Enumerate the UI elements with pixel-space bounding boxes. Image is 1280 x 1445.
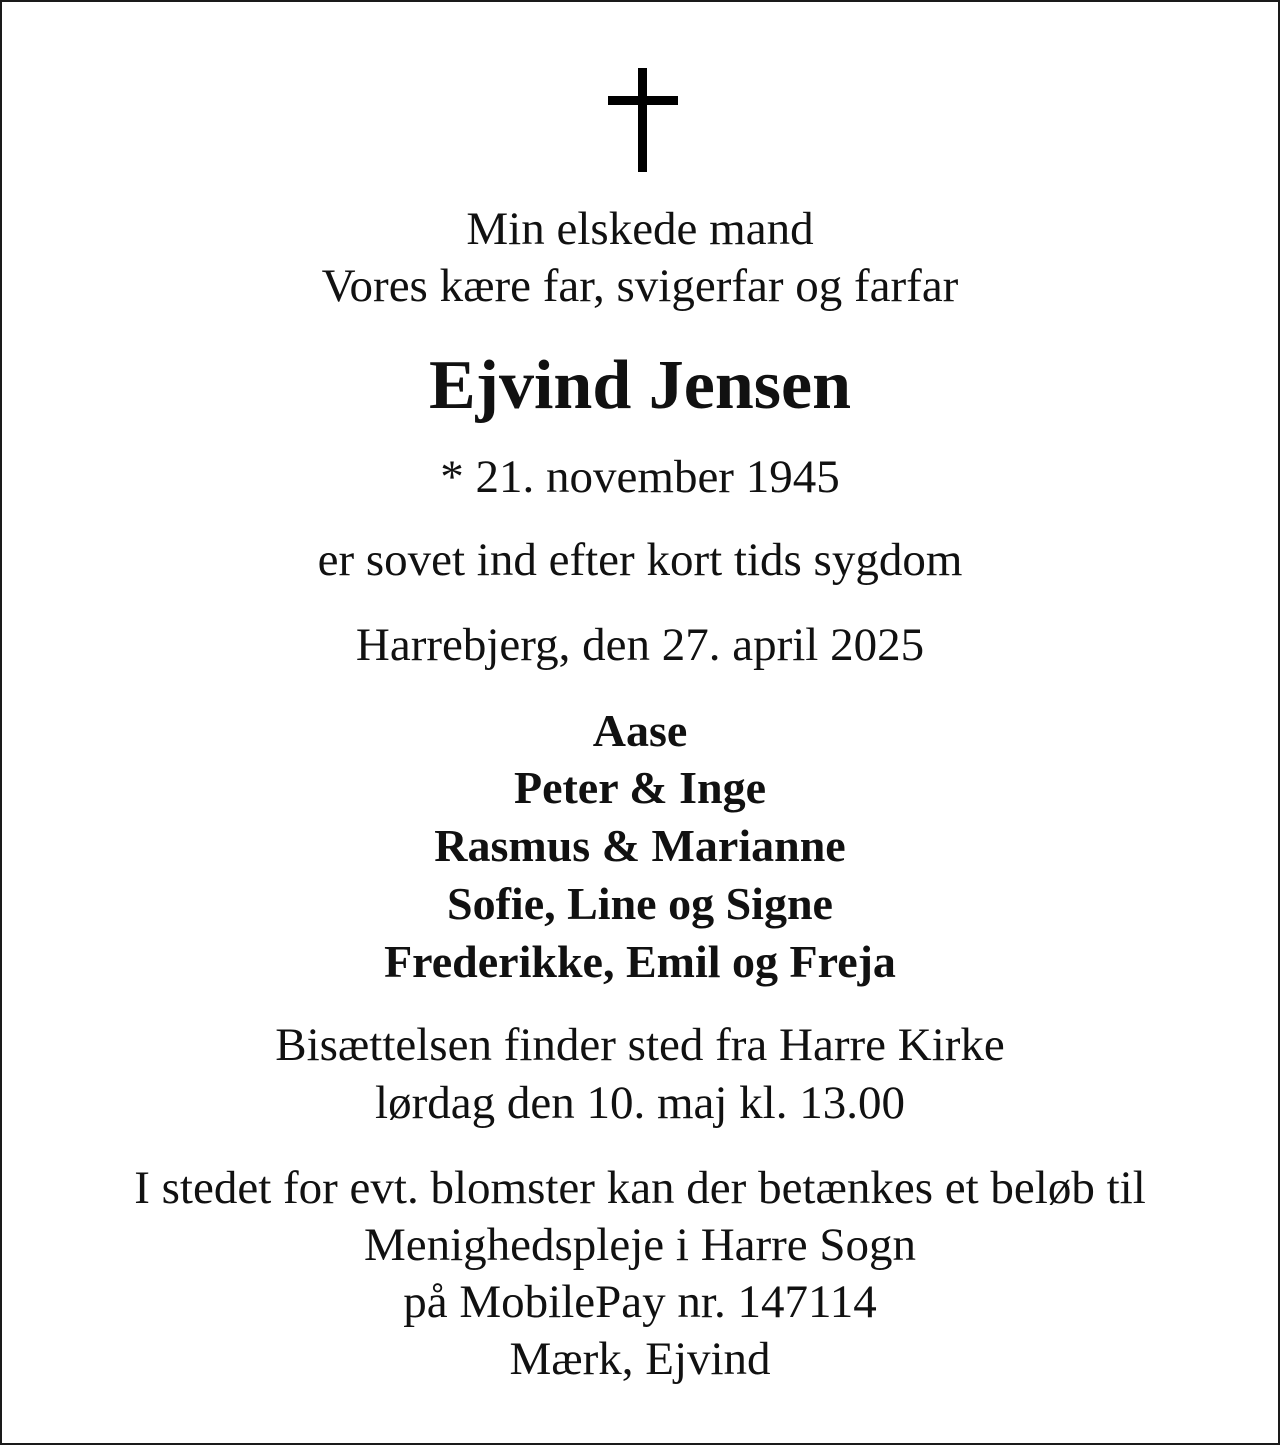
- family-member: Rasmus & Marianne: [434, 820, 846, 871]
- death-statement: er sovet ind efter kort tids sygdom: [317, 534, 963, 586]
- intro-line-1: Min elskede mand: [466, 203, 814, 255]
- family-member: Aase: [592, 705, 688, 756]
- donation-line-3: på MobilePay nr. 147114: [403, 1276, 877, 1328]
- donation-line-1: I stedet for evt. blomster kan der betænkes et beløb til: [134, 1162, 1146, 1214]
- donation-line-4: Mærk, Ejvind: [509, 1333, 771, 1385]
- birth-date: * 21. november 1945: [440, 451, 840, 503]
- deceased-name: Ejvind Jensen: [428, 347, 852, 424]
- family-member: Sofie, Line og Signe: [447, 878, 833, 929]
- donation-line-2: Menighedspleje i Harre Sogn: [363, 1219, 917, 1271]
- funeral-line-1: Bisættelsen finder sted fra Harre Kirke: [275, 1019, 1005, 1071]
- place-and-date: Harrebjerg, den 27. april 2025: [355, 619, 925, 671]
- intro-line-2: Vores kære far, svigerfar og farfar: [321, 260, 959, 312]
- cross-icon: [608, 68, 678, 172]
- family-member: Frederikke, Emil og Freja: [384, 936, 896, 987]
- family-member: Peter & Inge: [513, 762, 767, 813]
- funeral-line-2: lørdag den 10. maj kl. 13.00: [375, 1077, 905, 1129]
